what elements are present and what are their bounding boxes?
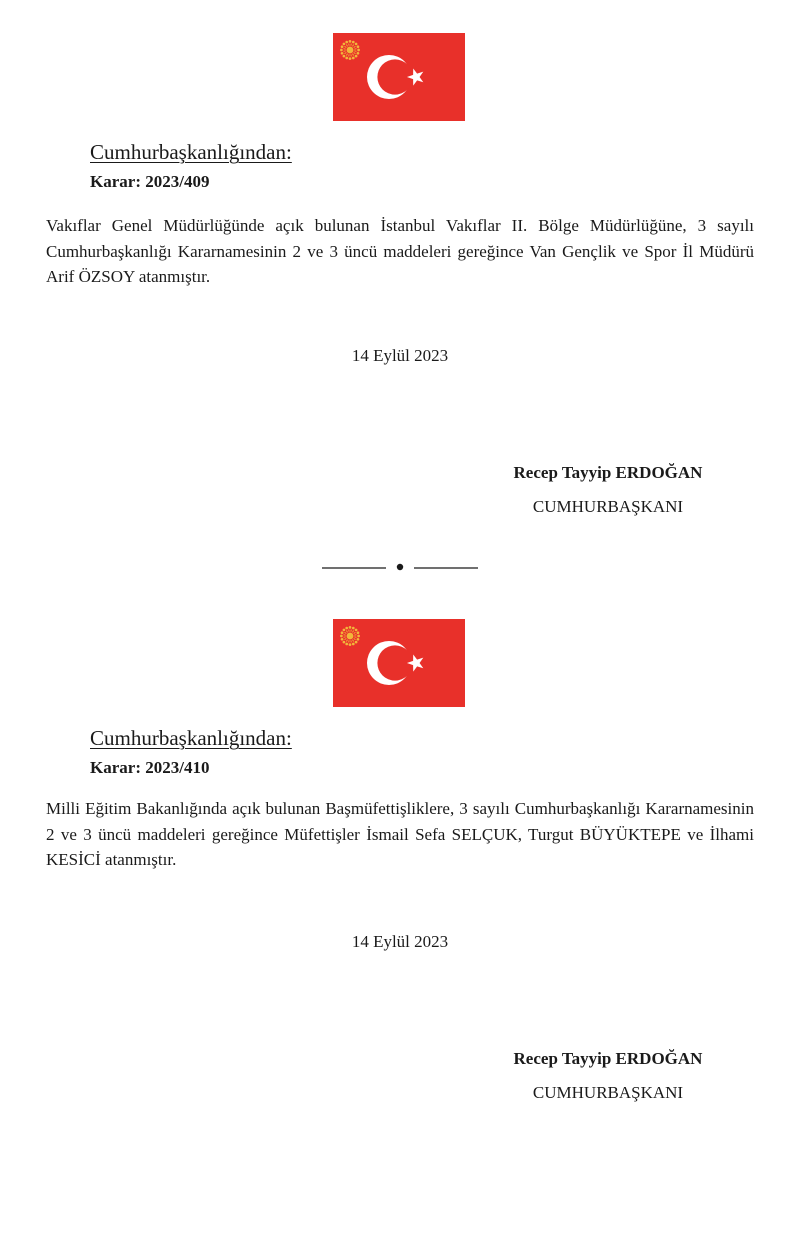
emblem-star [357,45,360,48]
emblem-star [355,43,358,46]
emblem-star [345,41,348,44]
decree-body: Vakıflar Genel Müdürlüğünde açık bulunan İstanbul Vakıflar II. Bölge Müdürlüğüne, 3 sayılı Cumhurbaşkanlığı Kararnamesinin 2 ve 3 üncü maddeleri gereğince Van Gençlik ve Spor İl Müdürü Arif ÖZSOY atanmıştır. [46,216,754,286]
signatory-name: Recep Tayyip ERDOĞAN [513,463,703,482]
emblem-star [352,627,355,630]
emblem-star [355,55,358,58]
emblem-sun-core [347,47,354,54]
emblem-star [349,626,352,629]
decree-date: 14 Eylül 2023 [351,346,449,365]
emblem-sun-core [347,633,354,640]
signatory-title: CUMHURBAŞKANI [532,1083,684,1102]
emblem-star [352,41,355,44]
emblem-star [341,631,344,634]
emblem-star [352,57,355,60]
decree-body: Milli Eğitim Bakanlığında açık bulunan Başmüfettişliklere, 3 sayılı Cumhurbaşkanlığı Kararnamesinin 2 ve 3 üncü maddeleri gereğince Müfettişler İsmail Sefa SELÇUK, Turgut BÜYÜKTEPE ve İlhami KESİCİ atanmıştır. [46,799,754,869]
emblem-star [345,57,348,60]
emblem-star [345,643,348,646]
emblem-star [355,641,358,644]
emblem-star [352,643,355,646]
emblem-star [349,643,352,646]
emblem-star [341,638,344,641]
signatory-title: CUMHURBAŞKANI [532,497,684,516]
emblem-star [357,631,360,634]
emblem-star [357,49,360,52]
emblem-star [345,627,348,630]
emblem-star [357,635,360,638]
signatory-name: Recep Tayyip ERDOĞAN [513,1049,703,1068]
emblem-star [349,57,352,60]
presidential-flag-icon [333,619,465,707]
emblem-star [343,43,346,46]
emblem-star [341,52,344,55]
emblem-star [340,635,343,638]
emblem-star [355,629,358,632]
emblem-star [357,52,360,55]
emblem-star [343,629,346,632]
presidential-flag-icon [333,33,465,121]
emblem-star [357,638,360,641]
issuer-heading: Cumhurbaşkanlığından: [90,726,292,750]
issuer-heading: Cumhurbaşkanlığından: [90,140,292,164]
section-separator [322,560,478,574]
emblem-star [343,55,346,58]
decision-number: Karar: 2023/410 [90,758,210,777]
emblem-star [349,40,352,43]
emblem-star [343,641,346,644]
decree-date: 14 Eylül 2023 [351,932,449,951]
emblem-star [340,49,343,52]
decision-number: Karar: 2023/409 [90,172,210,191]
emblem-star [341,45,344,48]
